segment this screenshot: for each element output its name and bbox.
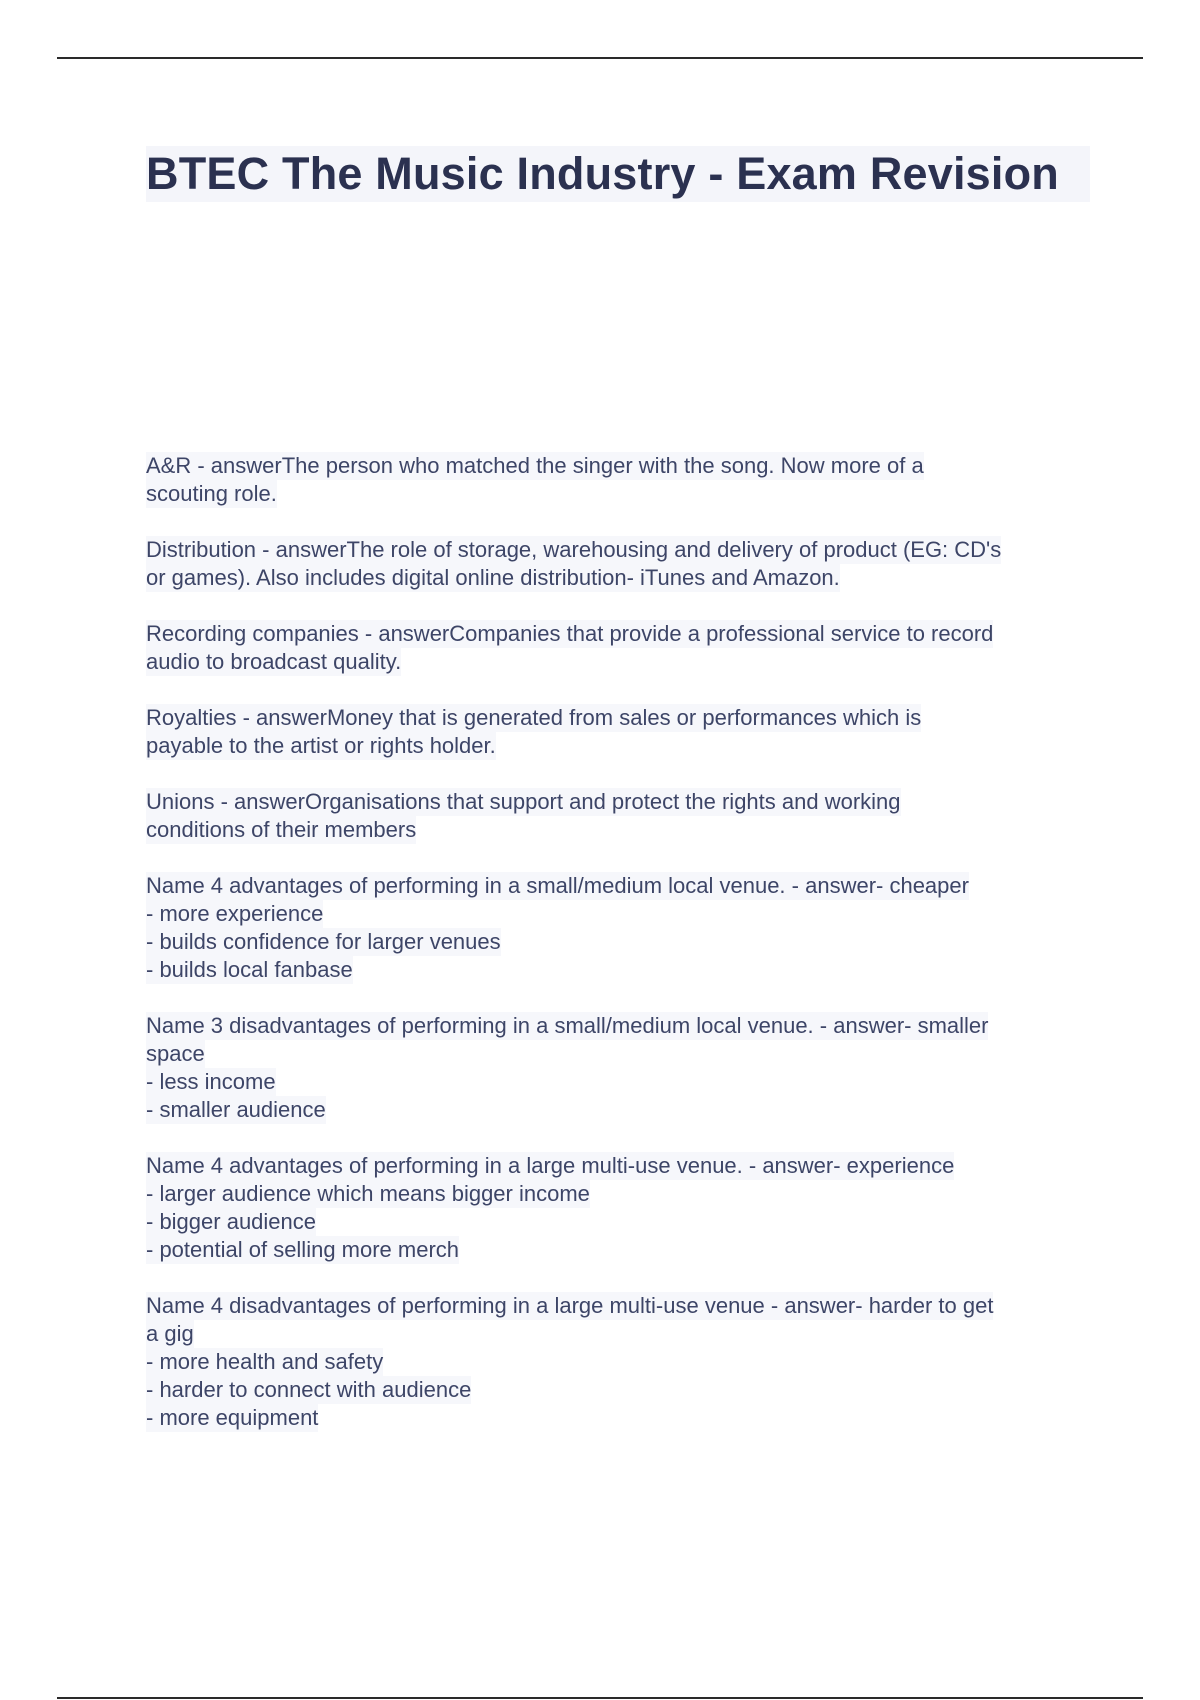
qa-entry-unions: [146, 788, 1096, 844]
qa-line: audio to broadcast quality.: [146, 649, 402, 674]
qa-line: - more equipment: [146, 1405, 319, 1430]
qa-entry-distribution: [146, 536, 1096, 592]
qa-entry-small-venue-disadvantages: [146, 1012, 1096, 1124]
qa-line: scouting role.: [146, 481, 277, 506]
qa-line: or games). Also includes digital online distribution- iTunes and Amazon.: [146, 565, 840, 590]
qa-line: Name 4 advantages of performing in a large multi-use venue. - answer- experience: [146, 1153, 955, 1178]
qa-entry-large-venue-advantages: [146, 1152, 1096, 1264]
top-rule: [57, 57, 1143, 59]
qa-line: conditions of their members: [146, 817, 417, 842]
qa-line: Name 4 disadvantages of performing in a large multi-use venue - answer- harder to get: [146, 1293, 994, 1318]
qa-line: Unions - answerOrganisations that support and protect the rights and working: [146, 789, 901, 814]
qa-line: a gig: [146, 1321, 194, 1346]
qa-entry-large-venue-disadvantages: [146, 1292, 1096, 1432]
qa-line: Name 3 disadvantages of performing in a small/medium local venue. - answer- smaller: [146, 1013, 989, 1038]
qa-entry-small-venue-advantages: [146, 872, 1096, 984]
qa-line: payable to the artist or rights holder.: [146, 733, 496, 758]
title-block: [146, 146, 1090, 202]
qa-line: Royalties - answerMoney that is generated from sales or performances which is: [146, 705, 922, 730]
document-title: BTEC The Music Industry - Exam Revision: [146, 148, 1059, 199]
qa-line: - more experience: [146, 901, 324, 926]
qa-line: - potential of selling more merch: [146, 1237, 460, 1262]
qa-entry-royalties: [146, 704, 1096, 760]
qa-list: [146, 452, 1096, 1460]
qa-line: A&R - answerThe person who matched the singer with the song. Now more of a: [146, 453, 924, 478]
qa-line: Recording companies - answerCompanies that provide a professional service to record: [146, 621, 994, 646]
qa-line: - smaller audience: [146, 1097, 326, 1122]
qa-entry-recording-companies: [146, 620, 1096, 676]
qa-line: space: [146, 1041, 205, 1066]
bottom-rule: [57, 1697, 1143, 1699]
qa-line: - less income: [146, 1069, 276, 1094]
qa-line: - bigger audience: [146, 1209, 317, 1234]
qa-entry-ar: [146, 452, 1096, 508]
qa-line: Name 4 advantages of performing in a small/medium local venue. - answer- cheaper: [146, 873, 969, 898]
qa-line: - more health and safety: [146, 1349, 384, 1374]
qa-line: Distribution - answerThe role of storage, warehousing and delivery of product (EG: CD's: [146, 537, 1002, 562]
qa-line: - harder to connect with audience: [146, 1377, 472, 1402]
qa-line: - larger audience which means bigger income: [146, 1181, 590, 1206]
qa-line: - builds local fanbase: [146, 957, 353, 982]
qa-line: - builds confidence for larger venues: [146, 929, 501, 954]
